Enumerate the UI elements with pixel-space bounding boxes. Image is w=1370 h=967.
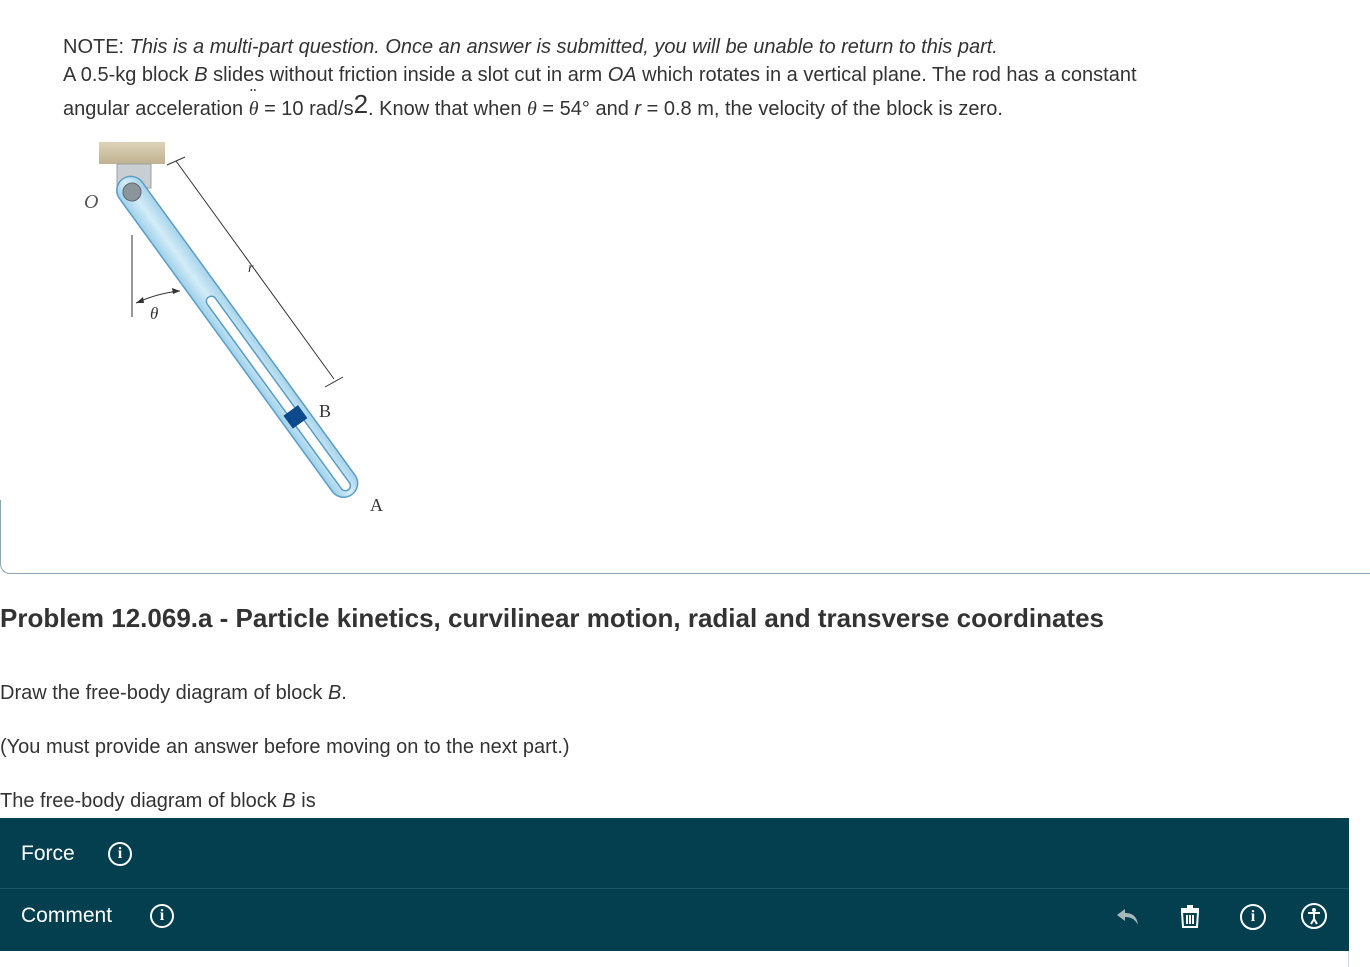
force-row[interactable]	[0, 822, 1349, 884]
var-b: B	[327, 682, 342, 704]
text: = 54° and	[536, 98, 635, 120]
fbd-toolbar	[0, 818, 1349, 951]
r-symbol: r	[634, 98, 642, 120]
text: is	[295, 790, 316, 812]
instruction-required: (You must provide an answer before moving on to the next part.)	[0, 736, 570, 758]
text: = 10 rad/s	[258, 98, 354, 120]
label-r: r	[248, 261, 254, 276]
info-icon[interactable]: i	[1240, 904, 1266, 930]
label-theta: θ	[150, 304, 159, 323]
fixed-support	[99, 142, 165, 164]
arm-oa	[111, 171, 363, 503]
problem-statement	[63, 33, 1353, 123]
scroll-edge	[1348, 951, 1349, 967]
force-label[interactable]: Force	[21, 842, 75, 865]
comment-row[interactable]	[0, 884, 1349, 946]
note-prefix: NOTE:	[63, 36, 130, 58]
text: The free-body diagram of block	[0, 790, 283, 812]
statement-line-2	[63, 61, 1353, 89]
theta-ddot-symbol: ¨ θ	[249, 95, 259, 123]
info-icon[interactable]: i	[108, 842, 132, 866]
text: angular acceleration	[63, 98, 249, 120]
text: which rotates in a vertical plane. The rod has a constant	[636, 64, 1137, 86]
undo-icon[interactable]	[1114, 902, 1142, 930]
label-a: A	[370, 495, 383, 515]
slot	[204, 294, 352, 492]
note-line	[63, 33, 1353, 61]
info-icon[interactable]: i	[150, 904, 174, 928]
var-oa: OA	[607, 64, 637, 86]
text: Draw the free-body diagram of block	[0, 682, 328, 704]
question-panel-border	[0, 500, 1370, 574]
label-b: B	[319, 401, 332, 421]
theta-symbol: θ	[527, 98, 537, 120]
pivot-pin	[123, 183, 141, 201]
text: . Know that when	[368, 98, 528, 120]
accessibility-icon[interactable]	[1300, 902, 1328, 930]
instruction-draw	[0, 682, 347, 705]
rotating-arm-figure	[70, 135, 390, 525]
text: = 0.8 m, the velocity of the block is zero.	[641, 98, 1003, 120]
instruction-fbd	[0, 790, 316, 813]
text: slides without friction inside a slot cut in arm	[207, 64, 608, 86]
note-italic: This is a multi-part question. Once an answer is submitted, you will be unable to return to this part.	[129, 36, 998, 58]
superscript: 2	[353, 89, 369, 119]
var-b: B	[194, 64, 208, 86]
text: .	[341, 682, 347, 704]
problem-title: Problem 12.069.a - Particle kinetics, curvilinear motion, radial and transverse coordinates	[0, 603, 1104, 633]
label-o: O	[84, 191, 99, 213]
comment-label[interactable]: Comment	[21, 904, 113, 927]
text: A 0.5-kg block	[63, 64, 195, 86]
var-b: B	[282, 790, 296, 812]
statement-line-3	[63, 89, 1353, 123]
trash-icon[interactable]	[1176, 902, 1204, 930]
